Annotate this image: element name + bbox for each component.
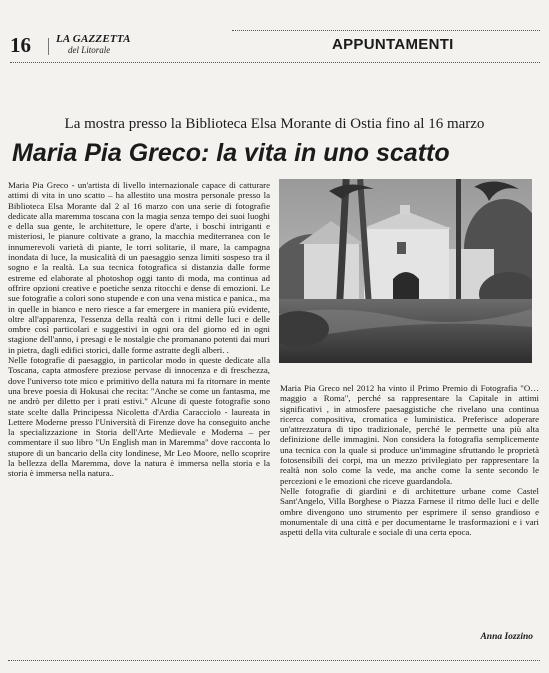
paragraph: Maria Pia Greco - un'artista di livello internazionale capace di catturare attimi di vita in uno scatto – ha allestito una mostra personale presso la Biblioteca Elsa Morante dal 2 al 16 marzo con una serie di fotografie dedicate alla maremma toscana con la magia senza tempo dei suoi luoghi e della sua gente, le architetture, le opere d'arte, i boschi intriganti e misteriosi, le pianure coltivate a grano, la macchia mediterranea con le innumerevoli varietà di piante, le torri solitarie, il mare, la campagna inondata di luce, la musicalità di un paesaggio senza limiti sospeso tra il sogno e la realtà. La sua tecnica fotografica si distanzia dalle forme estreme ed elaborate al photoshop oggi tanto di moda, ma continua ad offrire opzioni creative e poetiche senza ritocchi e dense di emozioni. Le sue fotografie a colori sono stupende e con una vena mistica e panica., ma in quelle in bianco e nero riesce a far emergere in maniera più evidente, oltre all'apparenza, l'essenza della realtà con i ritmi delle luci e delle ombre così particolari e suggestivi in ogni ora del giorno ed in ogni stagione dell'anno, i presagi e le nostalgie che promanano potenti dai muri in pietra, dagli edifici storici, dalle forme astratte degli alberi. . [8, 180, 270, 355]
header-divider [48, 38, 49, 55]
masthead-subtitle: del Litorale [68, 45, 111, 55]
article-title: Maria Pia Greco: la vita in uno scatto [12, 139, 450, 167]
masthead-logo [56, 34, 131, 56]
paragraph: Nelle fotografie di paesaggio, in particolar modo in queste dedicate alla Toscana, capta atmosfere preziose pervase di innocenza e di freschezza, dove l'universo tote mico e primitivo della natura mi fa ritornare in mente una breve poesia di Hokusai che recita: "Anche se come un fantasma, me ne andrò per diletto per i prati estivi." Alcune di queste fotografie sono state scelte dalla Principessa Nicoletta d'Ardia Caracciolo - laureata in Lettere Moderne presso l'Università di Firenze dove ha conseguito anche la specializzazione in Storia dell'Arte Medievale e Moderna – per commentare il suo libro "Un English man in Maremma" dove racconta lo stupore di un bancario della city londinese, Mr Leo Moore, nello scoprire la bellezza della Maremma, dove la natura è immersa nella storia e la storia è immersa nella natura.. [8, 355, 270, 479]
church-photo [279, 179, 532, 363]
footer-rule [8, 660, 540, 661]
page-number: 16 [10, 33, 31, 57]
author-signature: Anna Iozzino [480, 632, 533, 642]
page-header [10, 30, 540, 64]
section-title: APPUNTAMENTI [332, 36, 454, 53]
article-right-column [280, 383, 539, 537]
header-bottom-rule [10, 62, 540, 63]
paragraph: Maria Pia Greco nel 2012 ha vinto il Primo Premio di Fotografia "O…maggio a Roma", perché sa rappresentare la Capitale in attimi significativi , in atmosfere paesaggistiche che rivelano una continua ricerca compositiva, cromatica e luministica. Preferisce adoperare un'attrezzatura di tipo tradizionale, perché le permette una più alta definizione delle immagini. Non considera la fotografia semplicemente una tecnica con la quale si produce un'immagine sfruttando le proprietà fotosensibili dei corpi, ma un mezzo privilegiato per rappresentare la realtà non solo come la vede, ma anche come la sente secondo le percezioni e le emozioni che riceve guardandola. [280, 383, 539, 486]
article-left-column [8, 180, 270, 479]
paragraph: Nelle fotografie di giardini e di architetture urbane come Castel Sant'Angelo, Villa Borghese o Piazza Farnese il ritmo delle luci e delle ombre divengono uno strumento per esprimere il senso grandioso e monumentale di una città e per documentarne le trasformazioni e i vari aspetti della vita culturale e sociale di una certa epoca. [280, 485, 539, 538]
header-top-rule [232, 30, 540, 31]
masthead-title: LA GAZZETTA [56, 33, 131, 45]
article-kicker: La mostra presso la Biblioteca Elsa Morante di Ostia fino al 16 marzo [64, 116, 485, 132]
